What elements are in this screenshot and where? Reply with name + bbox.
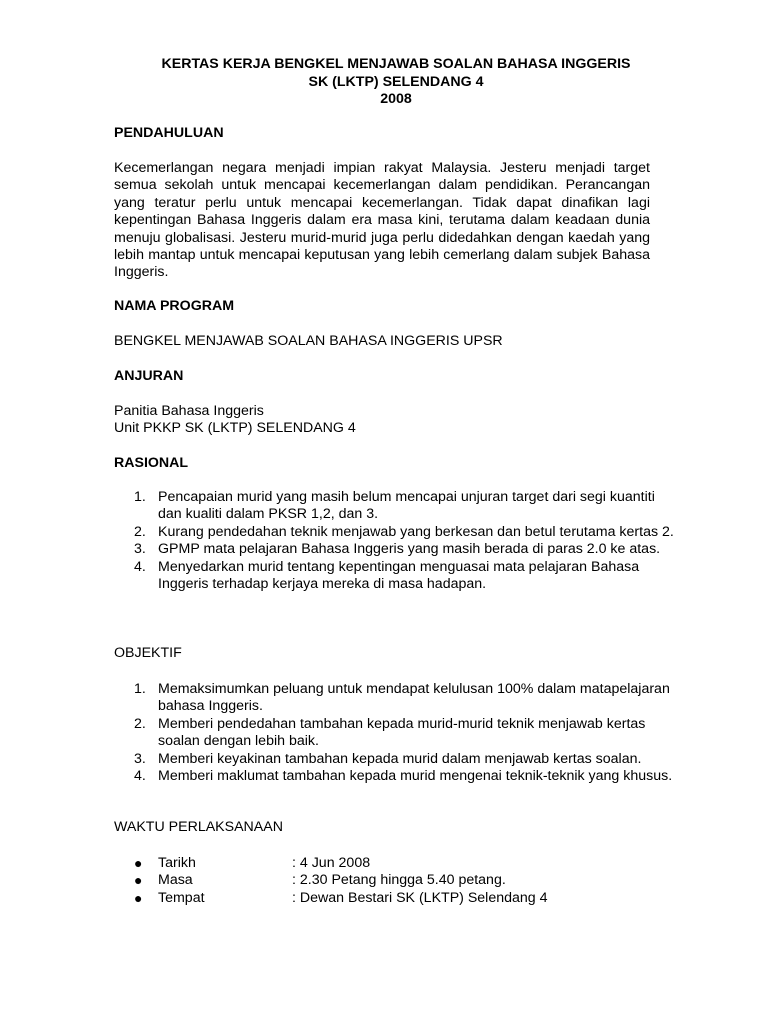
list-number: 4. xyxy=(134,768,146,785)
list-text: Pencapaian murid yang masih belum mencapai unjuran target dari segi kuantiti dan kualiti dalam PKSR 1,2, dan 3. xyxy=(158,489,655,523)
list-text: Memaksimumkan peluang untuk mendapat kelulusan 100% dalam matapelajaran bahasa Inggeris. xyxy=(158,681,670,715)
list-number: 1. xyxy=(134,489,146,505)
list-value: : 2.30 Petang hingga 5.40 petang. xyxy=(292,872,506,889)
list-number: 3. xyxy=(134,541,146,558)
list-value: : Dewan Bestari SK (LKTP) Selendang 4 xyxy=(292,889,548,906)
title-line-3: 2008 xyxy=(380,91,412,107)
list-value: : 4 Jun 2008 xyxy=(292,855,371,871)
list-item xyxy=(114,559,674,594)
list-item xyxy=(114,681,674,716)
title-line-1: KERTAS KERJA BENGKEL MENJAWAB SOALAN BAHASA INGGERIS xyxy=(161,56,631,72)
list-item xyxy=(114,751,674,768)
list-item xyxy=(114,541,674,558)
list-number: 2. xyxy=(134,715,146,732)
list-number: 4. xyxy=(134,558,146,575)
heading-waktu-perlaksanaan: WAKTU PERLAKSANAAN xyxy=(114,819,283,835)
list-text: Memberi maklumat tambahan kepada murid mengenai teknik-teknik yang khusus. xyxy=(158,768,673,785)
list-item xyxy=(114,716,674,751)
anjuran-line-1: Panitia Bahasa Inggeris xyxy=(114,403,264,419)
heading-nama-program: NAMA PROGRAM xyxy=(114,298,235,314)
heading-rasional: RASIONAL xyxy=(114,455,189,471)
document-title xyxy=(0,56,768,109)
bullet-icon: ● xyxy=(134,855,143,871)
list-number: 1. xyxy=(134,681,146,697)
list-label: Masa xyxy=(158,872,193,889)
bullet-icon: ● xyxy=(134,872,143,889)
list-text: GPMP mata pelajaran Bahasa Inggeris yang masih berada di paras 2.0 ke atas. xyxy=(158,541,661,558)
heading-anjuran: ANJURAN xyxy=(114,368,184,384)
heading-pendahuluan: PENDAHULUAN xyxy=(114,125,224,141)
title-line-2: SK (LKTP) SELENDANG 4 xyxy=(308,73,484,90)
pendahuluan-paragraph: Kecemerlangan negara menjadi impian rakyat Malaysia. Jesteru menjadi target semua sekolah untuk mencapai kecemerlangan dalam pendidikan. Perancangan yang teratur perlu untuk mencapai kecemerlangan. Tidak dapat dinafikan lagi kepentingan Bahasa Inggeris dalam era masa kini, terutama dalam keadaan dunia menuju globalisasi. Jesteru murid-murid juga perlu didedahkan dengan kaedah yang lebih mantap untuk mencapai keputusan yang lebih cemerlang dalam subjek Bahasa Inggeris. xyxy=(114,160,650,281)
list-text: Memberi pendedahan tambahan kepada murid-murid teknik menjawab kertas soalan dengan lebih baik. xyxy=(158,715,646,750)
list-label: Tempat xyxy=(158,889,205,906)
list-text: Memberi keyakinan tambahan kepada murid dalam menjawab kertas soalan. xyxy=(158,750,642,767)
nama-program-text: BENGKEL MENJAWAB SOALAN BAHASA INGGERIS UPSR xyxy=(114,333,503,349)
anjuran-line-2: Unit PKKP SK (LKTP) SELENDANG 4 xyxy=(114,420,356,436)
list-number: 2. xyxy=(134,523,146,540)
list-text: Menyedarkan murid tentang kepentingan menguasai mata pelajaran Bahasa Inggeris terhadap kerjaya mereka di masa hadapan. xyxy=(158,558,640,593)
list-text: Kurang pendedahan teknik menjawab yang berkesan dan betul terutama kertas 2. xyxy=(158,523,674,540)
heading-objektif: OBJEKTIF xyxy=(114,645,182,661)
list-label: Tarikh xyxy=(158,855,196,871)
list-number: 3. xyxy=(134,750,146,767)
list-item xyxy=(114,489,674,524)
bullet-icon: ● xyxy=(134,889,143,906)
rasional-list xyxy=(114,489,674,593)
list-item xyxy=(114,768,674,785)
list-item xyxy=(114,524,674,541)
objektif-list xyxy=(114,681,674,785)
